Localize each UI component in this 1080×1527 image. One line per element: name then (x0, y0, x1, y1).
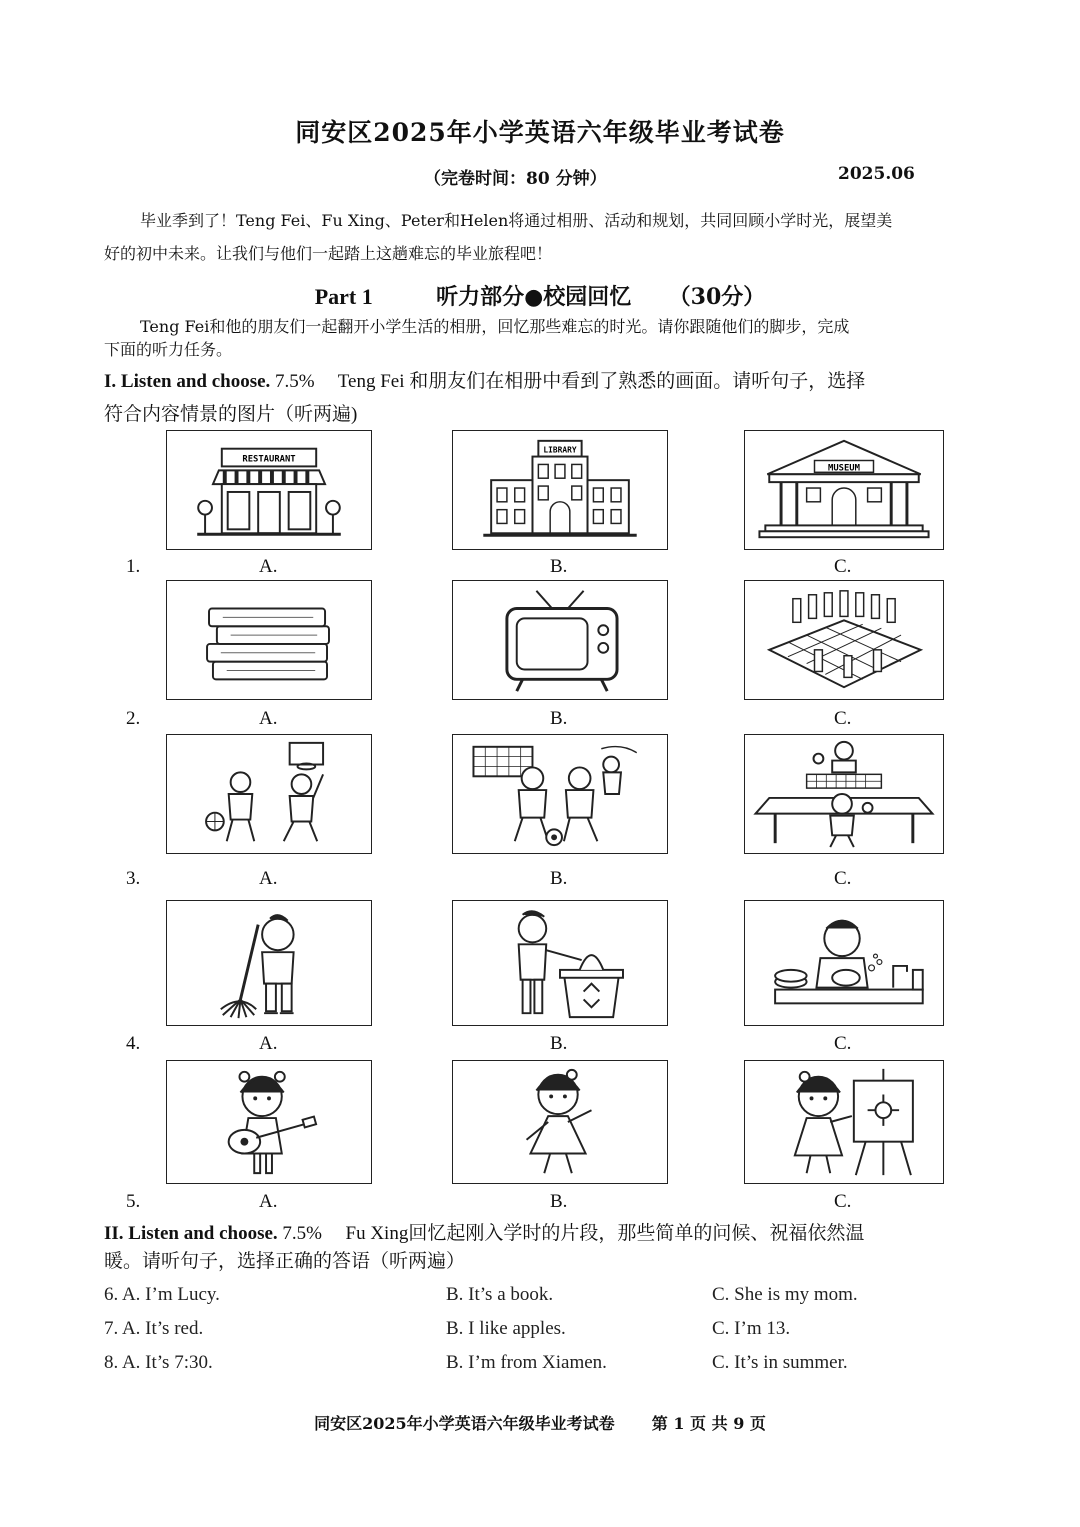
q8-option-c[interactable]: C. It’s in summer. (712, 1352, 848, 1373)
q8-option-b[interactable]: B. I’m from Xiamen. (446, 1352, 607, 1373)
row-3-option-b: B. (550, 868, 568, 889)
basketball-icon[interactable] (166, 734, 372, 854)
row-2-option-b: B. (550, 708, 568, 729)
section1-score: 7.5% (275, 371, 315, 392)
museum-sign: MUSEUM (828, 463, 860, 474)
restaurant-icon[interactable] (166, 430, 372, 550)
football-icon[interactable] (452, 734, 668, 854)
row-3-number: 3. (126, 868, 141, 889)
dance-icon[interactable] (452, 1060, 668, 1184)
tv-icon[interactable] (452, 580, 668, 700)
exam-duration: （完卷时间：80 分钟） (424, 169, 607, 189)
page-footer (0, 1411, 1080, 1434)
row-4-option-b: B. (550, 1033, 568, 1054)
section2-score: 7.5% (282, 1223, 322, 1244)
books-icon[interactable] (166, 580, 372, 700)
intro-line-1: 毕业季到了！Teng Fei、Fu Xing、Peter和Helen将通过相册、活动和规划，共同回顾小学时光，展望美 (140, 211, 893, 230)
row-3-option-a: A. (259, 868, 278, 889)
q7-option-b[interactable]: B. I like apples. (446, 1318, 566, 1339)
ping-pong-icon[interactable] (744, 734, 944, 854)
exam-title: 同安区2025年小学英语六年级毕业考试卷 (295, 118, 785, 147)
section2-instruction-2: 暖。请听句子，选择正确的答语（听两遍） (104, 1251, 466, 1272)
museum-icon[interactable] (744, 430, 944, 550)
row-1-number: 1. (126, 556, 141, 577)
draw-picture-icon[interactable] (744, 1060, 944, 1184)
section1-instruction-2: 符合内容情景的图片（听两遍) (104, 404, 358, 425)
row-1-option-b: B. (550, 556, 568, 577)
row-2-number: 2. (126, 708, 141, 729)
q6-option-c[interactable]: C. She is my mom. (712, 1284, 858, 1305)
row-2-option-c: C. (834, 708, 852, 729)
section1-heading-line (104, 365, 984, 398)
q7-option-c[interactable]: C. I’m 13. (712, 1318, 791, 1339)
play-guitar-icon[interactable] (166, 1060, 372, 1184)
section1-instruction-1: Teng Fei 和朋友们在相册中看到了熟悉的画面。请听句子，选择 (337, 371, 866, 392)
row-5-number: 5. (126, 1191, 141, 1212)
sweep-floor-icon[interactable] (166, 900, 372, 1026)
footer-title: 同安区2025年小学英语六年级毕业考试卷 (314, 1414, 615, 1433)
part1-desc-line-1: Teng Fei和他的朋友们一起翻开小学生活的相册，回忆那些难忘的时光。请你跟随他们的脚步，完成 (140, 317, 850, 336)
q6-option-b[interactable]: B. It’s a book. (446, 1284, 554, 1305)
intro-line-2: 好的初中未来。让我们与他们一起踏上这趟难忘的毕业旅程吧！ (104, 244, 553, 263)
row-5-option-b: B. (550, 1191, 568, 1212)
library-sign: LIBRARY (543, 445, 577, 455)
row-4-option-c: C. (834, 1033, 852, 1054)
section1-heading: I. Listen and choose. (104, 371, 271, 392)
part1-heading (0, 280, 1080, 311)
section2-instruction-1: Fu Xing回忆起刚入学时的片段，那些简单的问候、祝福依然温 (345, 1223, 865, 1244)
restaurant-sign: RESTAURANT (242, 454, 296, 465)
q7-option-a[interactable]: 7. A. It’s red. (104, 1318, 204, 1339)
wash-dishes-icon[interactable] (744, 900, 944, 1026)
row-5-option-a: A. (259, 1191, 278, 1212)
row-5-option-c: C. (834, 1191, 852, 1212)
row-4-number: 4. (126, 1033, 141, 1054)
section2-heading: II. Listen and choose. (104, 1223, 278, 1244)
row-3-option-c: C. (834, 868, 852, 889)
library-icon[interactable] (452, 430, 668, 550)
row-2-option-a: A. (259, 708, 278, 729)
part1-score: （30分） (668, 284, 766, 310)
part1-label: Part 1 (314, 284, 373, 309)
footer-page-number: 第 1 页 共 9 页 (651, 1414, 766, 1433)
q8-option-a[interactable]: 8. A. It’s 7:30. (104, 1352, 213, 1373)
row-1-option-a: A. (259, 556, 278, 577)
chess-icon[interactable] (744, 580, 944, 700)
part1-desc-line-2: 下面的听力任务。 (104, 340, 233, 359)
row-4-option-a: A. (259, 1033, 278, 1054)
row-1-option-c: C. (834, 556, 852, 577)
q6-option-a[interactable]: 6. A. I’m Lucy. (104, 1284, 220, 1305)
take-out-rubbish-icon[interactable] (452, 900, 668, 1026)
exam-date: 2025.06 (838, 164, 915, 184)
part1-title: 听力部分●校园回忆 (436, 284, 632, 310)
